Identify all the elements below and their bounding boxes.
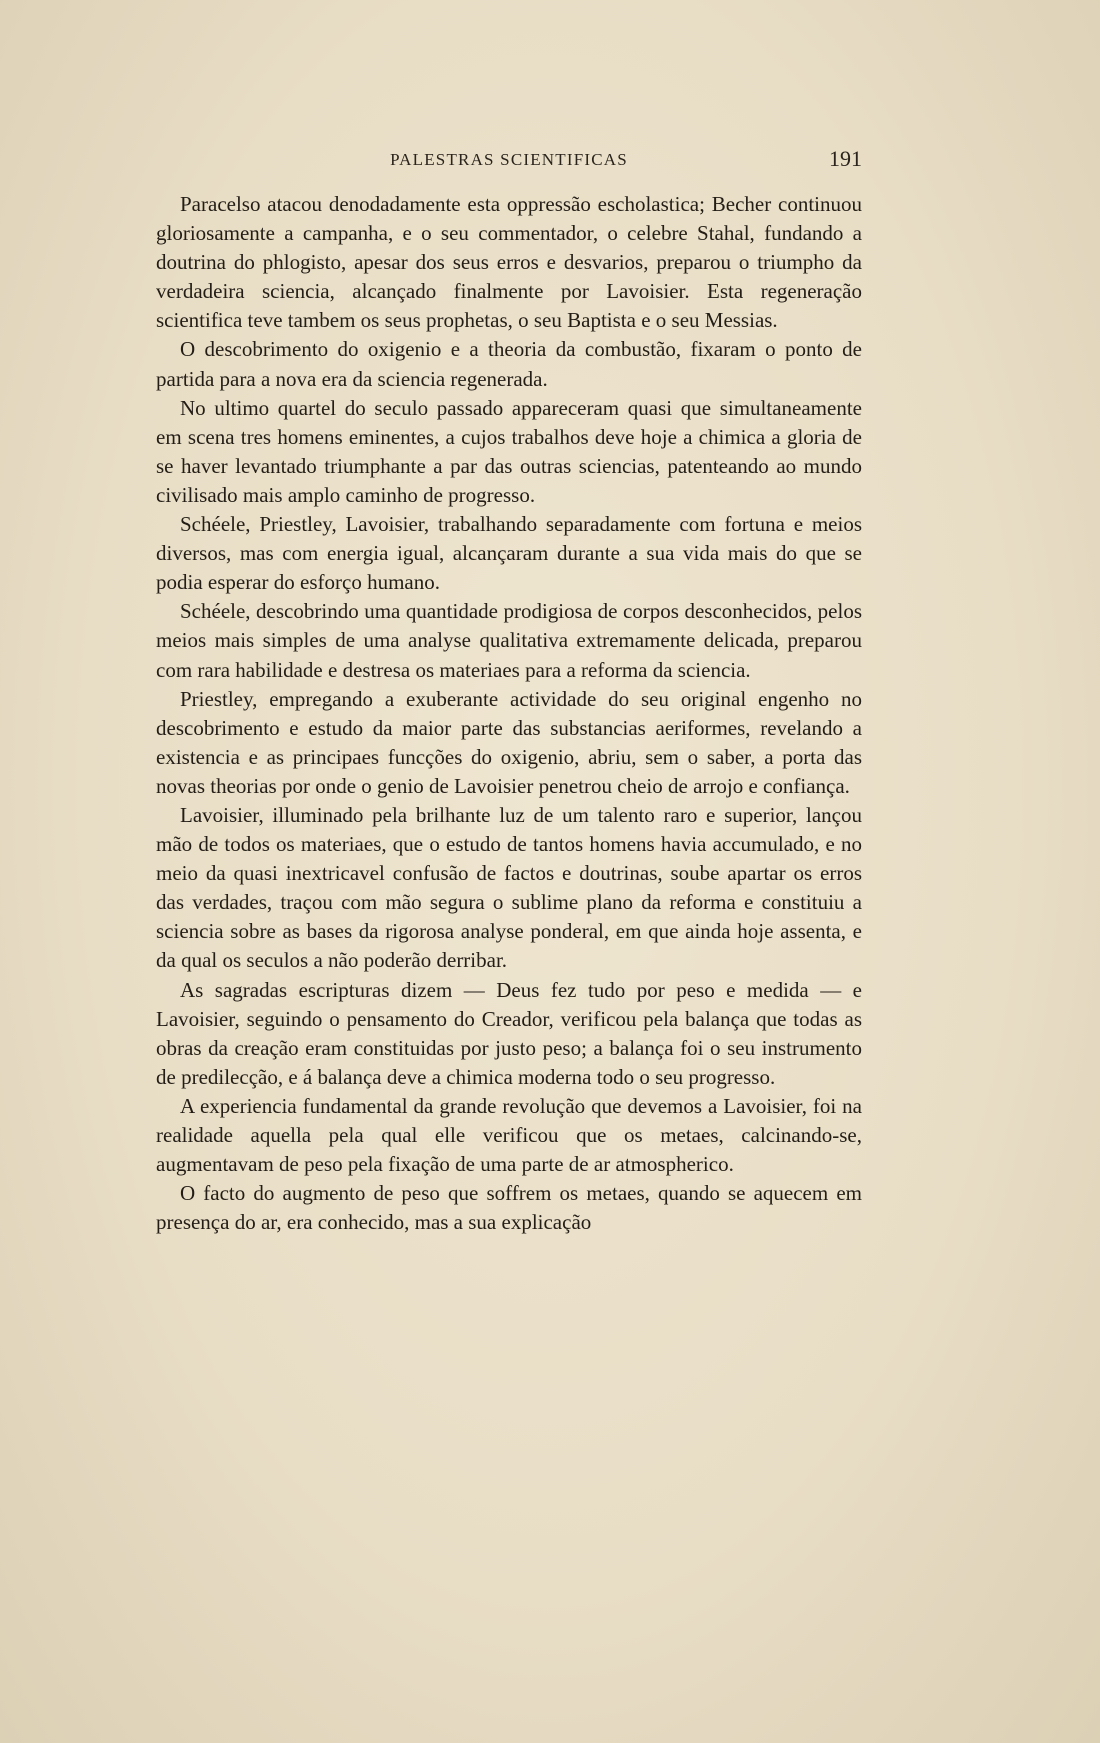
paragraph: Priestley, empregando a exuberante actividade do seu original engenho no descobrimento e estudo da maior parte das substancias aeriformes, revelando a existencia e as principaes funcções do oxigenio, abriu, sem o saber, a porta das novas theorias por onde o genio de Lavoisier penetrou cheio de arrojo e confiança. [156,686,862,798]
body-text [156,190,862,1237]
paragraph: O descobrimento do oxigenio e a theoria da combustão, fixaram o ponto de partida para a nova era da sciencia regenerada. [156,337,862,391]
paragraph: No ultimo quartel do seculo passado appareceram quasi que simultaneamente em scena tres homens eminentes, a cujos trabalhos deve hoje a chimica a gloria de se haver levantado triumphante a par das outras sciencias, patenteando ao mundo civilisado mais amplo caminho de progresso. [156,395,862,507]
paragraph: Schéele, descobrindo uma quantidade prodigiosa de corpos desconhecidos, pelos meios mais simples de uma analyse qualitativa extremamente delicada, preparou com rara habilidade e destresa os materiaes para a reforma da sciencia. [156,599,862,682]
page-number: 191 [829,146,862,171]
paragraph: As sagradas escripturas dizem — Deus fez tudo por peso e medida — e Lavoisier, seguindo o pensamento do Creador, verificou pela balança que todas as obras da creação eram constituidas por justo peso; a balança foi o seu instrumento de predilecção, e á balança deve a chimica moderna todo o seu progresso. [156,977,862,1089]
paragraph: Schéele, Priestley, Lavoisier, trabalhando separadamente com fortuna e meios diversos, mas com energia igual, alcançaram durante a sua vida mais do que se podia esperar do esforço humano. [156,512,862,595]
paragraph: Lavoisier, illuminado pela brilhante luz de um talento raro e superior, lançou mão de todos os materiaes, que o estudo de tantos homens havia accumulado, e no meio da quasi inextricavel confusão de factos e doutrinas, soube apartar os erros das verdades, traçou com mão segura o sublime plano da reforma e constituiu a sciencia sobre as bases da rigorosa analyse ponderal, em que ainda hoje assenta, e da qual os seculos a não poderão derribar. [156,802,862,973]
running-head [156,146,862,176]
paragraph: O facto do augmento de peso que soffrem os metaes, quando se aquecem em presença do ar, era conhecido, mas a sua explicação [156,1181,862,1235]
paragraph: Paracelso atacou denodadamente esta oppressão escholastica; Becher continuou gloriosamente a campanha, e o seu commentador, o celebre Stahal, fundando a doutrina do phlogisto, apesar dos seus erros e desvarios, preparou o triumpho da verdadeira sciencia, alcançado finalmente por Lavoisier. Esta regeneração scientifica teve tambem os seus prophetas, o seu Baptista e o seu Messias. [156,192,862,333]
paragraph: A experiencia fundamental da grande revolução que devemos a Lavoisier, foi na realidade aquella pela qual elle verificou que os metaes, calcinando-se, augmentavam de peso pela fixação de uma parte de ar atmospherico. [156,1093,862,1177]
running-title: PALESTRAS SCIENTIFICAS [390,150,628,169]
